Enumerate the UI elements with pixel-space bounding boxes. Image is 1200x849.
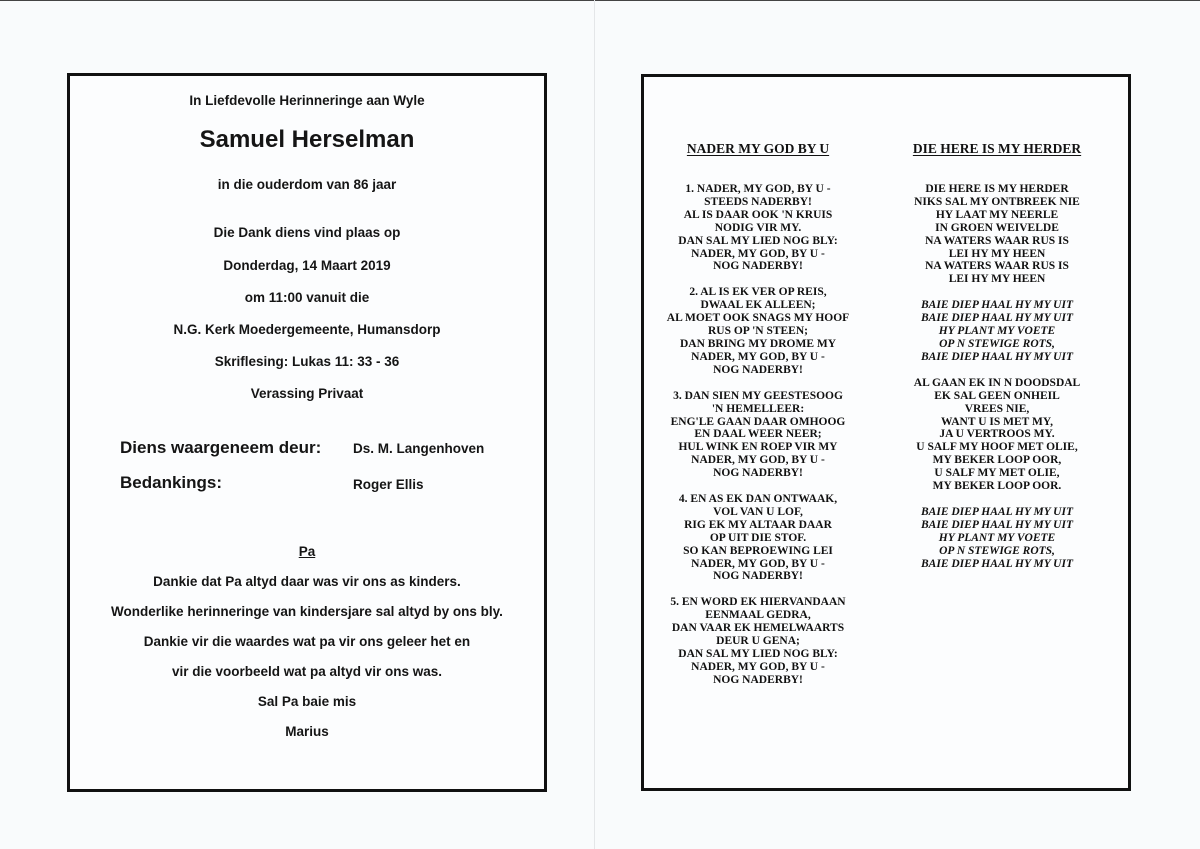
age-line: in die ouderdom van 86 jaar (217, 177, 397, 192)
verse-line: 'N HEMELLEER: (711, 402, 805, 415)
verse-line: JA U VERTROOS MY. (939, 428, 1055, 441)
song-title: NADER MY GOD BY U (686, 141, 830, 156)
song-verse (877, 183, 1117, 286)
verse-line: OP N STEWIGE ROTS, (939, 337, 1055, 350)
verse-line: NADER, MY GOD, BY U - (691, 247, 825, 260)
verse-line: 4. EN AS EK DAN ONTWAAK, (678, 493, 838, 506)
verse-line: NIKS SAL MY ONTBREEK NIE (914, 195, 1080, 208)
verse-line: BAIE DIEP HAAL HY MY UIT (921, 350, 1073, 363)
verse-line: DAN SAL MY LIED NOG BLY: (678, 648, 838, 660)
verse-line: NA WATERS WAAR RUS IS (925, 260, 1069, 273)
verse-line: NOG NADERBY! (713, 363, 803, 376)
verse-line: NOG NADERBY! (713, 673, 803, 686)
verse-line: BAIE DIEP HAAL HY MY UIT (921, 557, 1073, 570)
verse-line: OP N STEWIGE ROTS, (939, 544, 1055, 557)
hymn-card (641, 74, 1131, 791)
verse-line: HY PLANT MY VOETE (938, 325, 1056, 338)
scripture: Skriflesing: Lukas 11: 33 - 36 (214, 354, 400, 369)
verse-line: DAN BRING MY DROME MY (679, 337, 837, 350)
verse-line: RUS OP 'N STEEN; (707, 325, 808, 338)
verse-line: NA WATERS WAAR RUS IS (925, 234, 1069, 247)
verse-line: U SALF MY HOOF MET OLIE, (916, 441, 1078, 454)
tribute-line: Sal Pa baie mis (257, 694, 357, 709)
tribute-line: Dankie dat Pa altyd daar was vir ons as kinders. (153, 574, 461, 589)
obituary-card (67, 73, 547, 792)
service-line: Die Dank diens vind plaas op (213, 225, 401, 240)
verse-line: EK SAL GEEN ONHEIL (934, 389, 1060, 402)
verse-line: STEEDS NADERBY! (704, 195, 812, 208)
verse-line: BAIE DIEP HAAL HY MY UIT (921, 312, 1073, 325)
tribute-signature: Marius (285, 724, 329, 739)
verse-line: NOG NADERBY! (713, 570, 803, 583)
verse-line: HUL WINK EN ROEP VIR MY (678, 441, 838, 454)
verse-line: AL IS DAAR OOK 'N KRUIS (683, 208, 833, 221)
verse-line: 1. NADER, MY GOD, BY U - (685, 183, 831, 195)
verse-line: NODIG VIR MY. (714, 221, 802, 234)
verse-line: IN GROEN WEIVELDE (935, 221, 1059, 234)
verse-line: EN DAAL WEER NEER; (694, 428, 822, 441)
verse-line: LEI HY MY HEEN (948, 247, 1046, 260)
tribute-line: vir die voorbeeld wat pa altyd vir ons was. (171, 664, 443, 679)
tribute-line: Dankie vir die waardes wat pa vir ons geleer het en (143, 634, 471, 649)
verse-line: ENG'LE GAAN DAAR OMHOOG (670, 415, 846, 428)
song-nader-my-god (638, 141, 878, 700)
song-verses (638, 183, 878, 687)
verse-line: AL MOET OOK SNAGS MY HOOF (666, 312, 850, 325)
thanks-name: Roger Ellis (353, 477, 424, 492)
verse-line: OP UIT DIE STOF. (709, 531, 807, 544)
officiant-label: Diens waargeneem deur: (120, 438, 322, 457)
verse-line: MY BEKER LOOP OOR. (932, 480, 1062, 493)
sheet-top-edge (0, 0, 1200, 1)
deceased-name: Samuel Herselman (199, 126, 415, 153)
verse-line: NOG NADERBY! (713, 467, 803, 480)
song-verse (638, 596, 878, 686)
verse-line: NADER, MY GOD, BY U - (691, 350, 825, 363)
cremation-note: Verassing Privaat (250, 386, 364, 401)
song-verses (877, 183, 1117, 570)
verse-line: WANT U IS MET MY, (941, 415, 1053, 428)
officiant-name: Ds. M. Langenhoven (353, 441, 485, 456)
intro-line: In Liefdevolle Herinneringe aan Wyle (189, 93, 425, 108)
verse-line: DEUR U GENA; (716, 635, 800, 648)
verse-line: 3. DAN SIEN MY GEESTESOOG (673, 389, 843, 402)
song-verse (638, 286, 878, 376)
verse-line: DIE HERE IS MY HERDER (925, 183, 1069, 195)
song-chorus (877, 506, 1117, 571)
verse-line: AL GAAN EK IN N DOODSDAL (913, 376, 1081, 389)
verse-line: HY LAAT MY NEERLE (935, 208, 1059, 221)
page-fold (594, 0, 595, 849)
verse-line: VREES NIE, (964, 402, 1030, 415)
verse-line: EENMAAL GEDRA, (705, 609, 811, 622)
verse-line: NADER, MY GOD, BY U - (691, 454, 825, 467)
service-date: Donderdag, 14 Maart 2019 (223, 258, 391, 273)
service-time: om 11:00 vanuit die (244, 290, 370, 305)
verse-line: NADER, MY GOD, BY U - (691, 660, 825, 673)
song-die-here-is-my-herder (877, 141, 1117, 583)
verse-line: NOG NADERBY! (713, 260, 803, 273)
verse-line: DAN VAAR EK HEMELWAARTS (671, 622, 845, 635)
song-verse (638, 183, 878, 273)
song-chorus (877, 299, 1117, 364)
song-verse (877, 377, 1117, 493)
verse-line: 2. AL IS EK VER OP REIS, (689, 286, 827, 299)
venue: N.G. Kerk Moedergemeente, Humansdorp (173, 322, 441, 337)
verse-line: VOL VAN U LOF, (713, 505, 803, 518)
verse-line: BAIE DIEP HAAL HY MY UIT (921, 299, 1073, 312)
verse-line: RIG EK MY ALTAAR DAAR (684, 518, 832, 531)
verse-line: U SALF MY MET OLIE, (934, 467, 1060, 480)
verse-line: BAIE DIEP HAAL HY MY UIT (921, 505, 1073, 518)
tribute-line: Wonderlike herinneringe van kindersjare sal altyd by ons bly. (111, 604, 503, 619)
verse-line: MY BEKER LOOP OOR, (932, 454, 1062, 467)
verse-line: BAIE DIEP HAAL HY MY UIT (921, 518, 1073, 531)
verse-line: DAN SAL MY LIED NOG BLY: (678, 234, 838, 247)
song-title: DIE HERE IS MY HERDER (912, 141, 1082, 156)
verse-line: NADER, MY GOD, BY U - (691, 557, 825, 570)
song-verse (638, 390, 878, 480)
verse-line: HY PLANT MY VOETE (938, 531, 1056, 544)
verse-line: DWAAL EK ALLEEN; (700, 299, 816, 312)
song-verse (638, 493, 878, 583)
verse-line: SO KAN BEPROEWING LEI (683, 544, 833, 557)
verse-line: 5. EN WORD EK HIERVANDAAN (670, 596, 846, 609)
tribute-title: Pa (298, 544, 316, 559)
thanks-label: Bedankings: (120, 473, 223, 492)
verse-line: LEI HY MY HEEN (948, 273, 1046, 286)
